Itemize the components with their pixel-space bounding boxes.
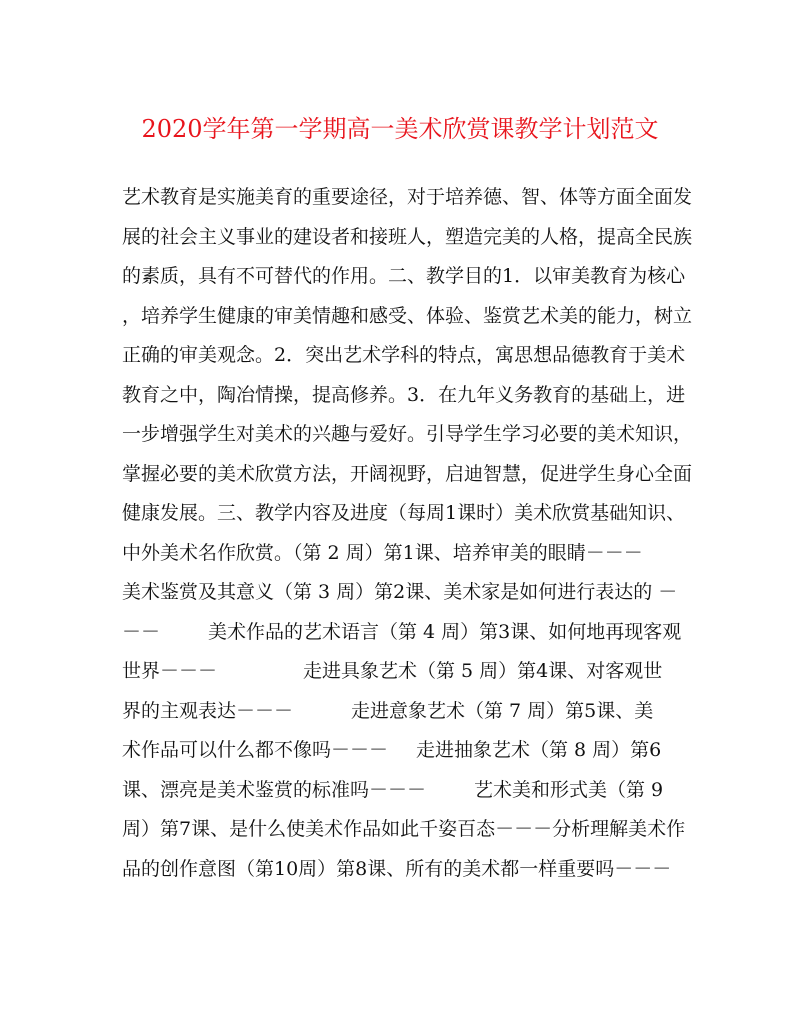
body-line: 正确的审美观念。2．突出艺术学科的特点，寓思想品德教育于美术 <box>122 344 686 366</box>
line-segment: 走进意象艺术（第 7 周）第5课、美 <box>351 699 654 722</box>
body-line <box>122 771 682 811</box>
body-line: 周）第7课、是什么使美术作品如此千姿百态－－－分析理解美术作 <box>122 818 686 840</box>
line-segment: 术作品可以什么都不像吗－－－ <box>122 739 389 761</box>
line-segment: 美术作品的艺术语言（第 4 周）第3课、如何地再现客观 <box>208 620 682 643</box>
line-segment: 课、漂亮是美术鉴赏的标准吗－－－ <box>122 778 427 801</box>
body-line: 健康发展。三、教学内容及进度（每周1课时）美术欣赏基础知识、 <box>122 502 686 524</box>
body-line: 掌握必要的美术欣赏方法，开阔视野，启迪智慧，促进学生身心全面 <box>122 462 693 485</box>
body-line <box>122 692 682 732</box>
line-segment: 艺术美和形式美（第 9 <box>474 778 664 801</box>
body-line: 的素质，具有不可替代的作用。二、教学目的1．以审美教育为核心 <box>122 265 686 287</box>
body-line: ，培养学生健康的审美情趣和感受、体验、鉴赏艺术美的能力，树立 <box>122 304 693 327</box>
body-line: 一步增强学生对美术的兴趣与爱好。引导学生学习必要的美术知识， <box>122 423 693 445</box>
line-segment: 界的主观表达－－－ <box>122 699 294 722</box>
document-title: 2020学年第一学期高一美术欣赏课教学计划范文 <box>141 115 659 143</box>
line-segment: 走进具象艺术（第 5 周）第4课、对客观世 <box>303 660 663 682</box>
body-line: 中外美术名作欣赏。（第 2 周）第1课、培养审美的眼睛－－－ <box>122 541 643 564</box>
body-line: 展的社会主义事业的建设者和接班人，塑造完美的人格，提高全民族 <box>122 225 693 248</box>
line-segment: 走进抽象艺术（第 8 周）第6 <box>416 739 662 761</box>
document-body <box>122 178 693 889</box>
body-line: 艺术教育是实施美育的重要途径，对于培养德、智、体等方面全面发 <box>122 186 693 208</box>
line-segment: 世界－－－ <box>122 660 218 682</box>
line-segment: －－ <box>122 620 161 643</box>
body-line: 品的创作意图（第10周）第8课、所有的美术都一样重要吗－－－ <box>122 857 672 880</box>
body-line <box>122 613 682 653</box>
body-line: 教育之中，陶冶情操，提高修养。3．在九年义务教育的基础上，进 <box>122 383 686 406</box>
body-line <box>122 652 682 692</box>
body-line <box>122 731 682 771</box>
body-line: 美术鉴赏及其意义（第 3 周）第2课、美术家是如何进行表达的 － <box>122 581 678 603</box>
